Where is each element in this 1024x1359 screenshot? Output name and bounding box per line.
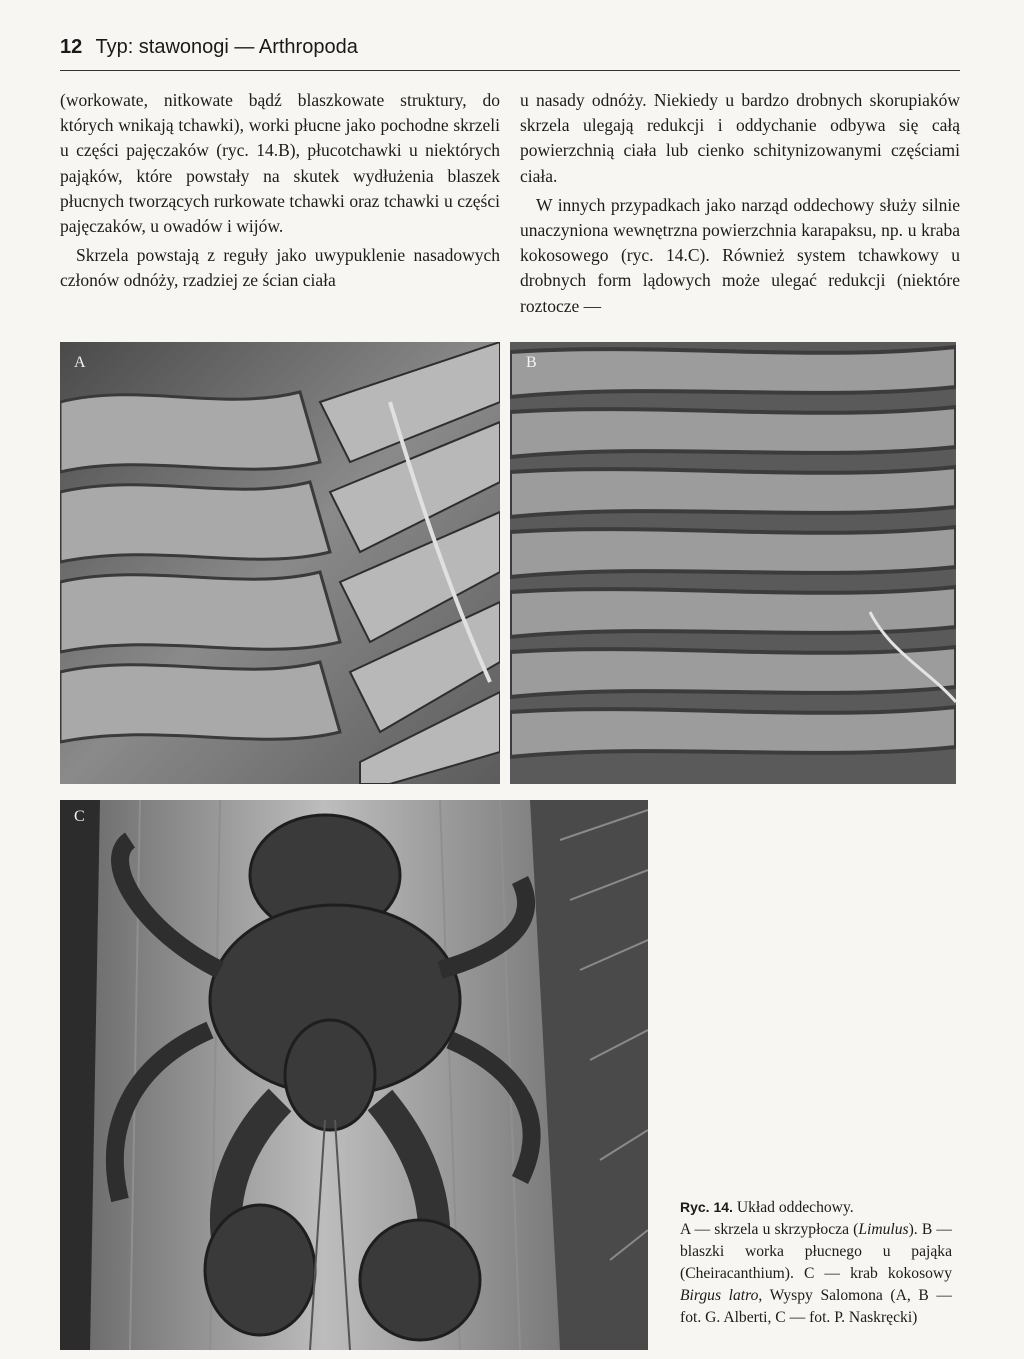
header-rule	[60, 70, 960, 71]
figure-a-image	[60, 342, 500, 784]
caption-line-a: A — skrzela u skrzypłocza (Limulus).	[680, 1221, 918, 1238]
paragraph: (workowate, nitkowate bądź blaszkowate struktury, do których wnikają tchawki), worki płucne jako pochodne skrzeli u części pajęczaków (ryc. 14.B), płucotchawki u niektórych pająków, które powstały na skutek wydłużenia blaszek płucnych tworzących rurkowate tchawki oraz tchawki u części pajęczaków, u owadów i wijów.	[60, 90, 500, 237]
running-title: Typ: stawonogi — Arthropoda	[95, 36, 358, 58]
running-header	[60, 36, 960, 68]
figure-b-image	[510, 342, 956, 784]
caption-label: Ryc. 14.	[680, 1199, 733, 1215]
figure-c-coconut-crab-photo	[60, 800, 648, 1350]
figure-a-label: A	[74, 354, 86, 371]
figure-b-book-lung-photo	[510, 342, 956, 784]
figure-c-image	[60, 800, 648, 1350]
figure-a-gill-lamellae-photo	[60, 342, 500, 784]
caption-species: Birgus latro	[680, 1287, 759, 1304]
figure-c-label: C	[74, 808, 85, 825]
caption-credits: , Wyspy Salomona (A, B — fot. G. Alberti, C — fot. P. Naskręcki)	[680, 1287, 952, 1326]
paragraph: W innych przypadkach jako narząd oddechowy służy silnie unaczyniona wewnętrzna powierzchnia karapaksu, np. u kraba kokosowego (ryc. 14.C). Również system tchawkowy u drobnych form lądowych może ulegać redukcji (niektóre roztocze —	[520, 194, 960, 316]
text-column-right	[520, 88, 960, 323]
caption-line-b: B — blaszki worka płucnego u pająka (Cheiracanthium). C — krab kokosowy	[680, 1221, 952, 1282]
paragraph: Skrzela powstają z reguły jako uwypuklenie nasadowych członów odnóży, rzadziej ze ścian ciała	[60, 245, 500, 291]
caption-title: Układ oddechowy.	[736, 1199, 854, 1216]
figure-caption	[680, 1196, 952, 1329]
paragraph: u nasady odnóży. Niekiedy u bardzo drobnych skorupiaków skrzela ulegają redukcji i oddychanie odbywa się całą powierzchnią ciała lub cienko schitynizowanymi częściami ciała.	[520, 90, 960, 186]
figure-b-label: B	[526, 354, 537, 371]
page-number: 12	[60, 36, 83, 58]
text-column-left	[60, 88, 500, 298]
